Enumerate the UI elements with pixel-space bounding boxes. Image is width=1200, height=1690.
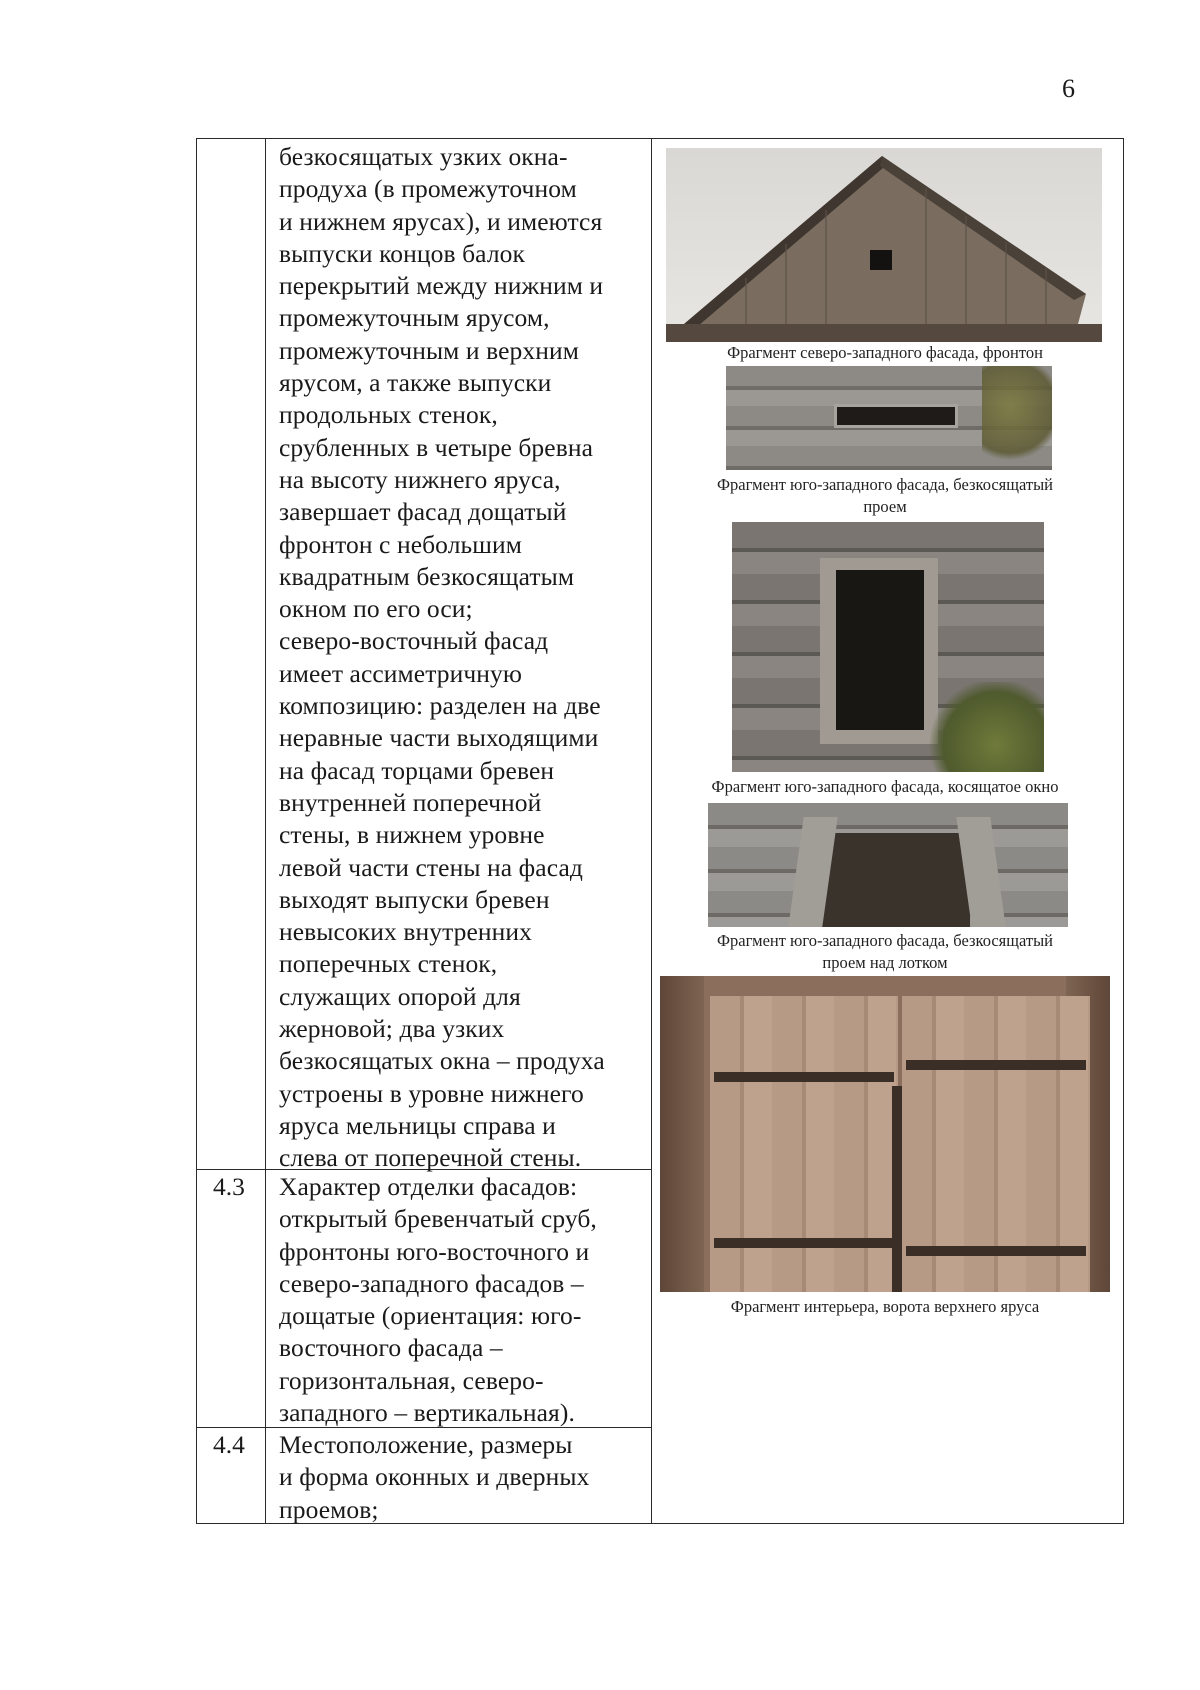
text-line: завершает фасад дощатый [279, 497, 567, 527]
row-number-4-4: 4.4 [213, 1430, 245, 1459]
text-line: безкосящатых узких окна- [279, 142, 568, 171]
text-line: имеет ассиметричную [279, 658, 523, 688]
text-line: окном по его оси; [279, 594, 473, 624]
text-line: ярусом, а также выпуски [279, 368, 552, 398]
text-line: устроены в уровне нижнего [279, 1078, 584, 1108]
text-line: промежуточным ярусом, [279, 303, 550, 333]
log-opening-photo [726, 366, 1052, 470]
photo-caption [650, 930, 1120, 974]
text-line: фронтон с небольшим [279, 529, 522, 559]
text-line: жерновой; два узких [279, 1014, 505, 1044]
text-line: северо-западного фасадов – [279, 1268, 584, 1298]
text-line: выходят выпуски бревен [279, 884, 550, 914]
text-line: на высоту нижнего яруса, [279, 464, 561, 494]
caption-line: Фрагмент юго-западного фасада, безкосящатый [716, 475, 1054, 494]
text-line: и форма оконных и дверных [279, 1462, 590, 1492]
window-photo [732, 522, 1044, 772]
text-line: горизонтальная, северо- [279, 1365, 544, 1395]
text-line: восточного фасада – [279, 1333, 503, 1363]
text-line: срубленных в четыре бревна [279, 432, 594, 462]
text-line: северо-восточный фасад [279, 626, 549, 656]
text-line: Местоположение, размеры [279, 1430, 573, 1459]
text-line: квадратным безкосящатым [279, 561, 575, 591]
text-line: на фасад торцами бревен [279, 755, 555, 785]
caption-line: проем [863, 497, 907, 516]
photo-caption [650, 474, 1120, 518]
row-text-4-4 [279, 1429, 589, 1526]
photo-caption [650, 1296, 1120, 1318]
text-line: Характер отделки фасадов: [279, 1172, 578, 1201]
caption-line: Фрагмент северо-западного фасада, фронтон [727, 343, 1043, 362]
text-line: перекрытий между нижним и [279, 271, 604, 301]
caption-line: Фрагмент юго-западного фасада, безкосящатый [716, 931, 1054, 950]
text-line: поперечных стенок, [279, 949, 498, 979]
caption-line: проем над лотком [822, 953, 948, 972]
text-line: дощатые (ориентация: юго- [279, 1301, 582, 1331]
gable-photo [666, 148, 1102, 342]
text-line: яруса мельницы справа и [279, 1110, 556, 1140]
trough-opening-photo [708, 803, 1068, 927]
photo-caption [650, 342, 1120, 364]
page-number: 6 [1062, 74, 1075, 103]
row-text-continuation [279, 141, 605, 1175]
text-line: продуха (в промежуточном [279, 174, 577, 204]
text-line: фронтоны юго-восточного и [279, 1236, 590, 1266]
gate-photo [660, 976, 1110, 1292]
text-line: служащих опорой для [279, 981, 521, 1011]
caption-line: Фрагмент юго-западного фасада, косящатое окно [711, 777, 1059, 796]
text-line: левой части стены на фасад [279, 852, 583, 882]
text-line: и нижнем ярусах), и имеются [279, 206, 603, 236]
text-line: композицию: разделен на две [279, 691, 601, 721]
photo-caption [650, 776, 1120, 798]
column-divider [265, 139, 266, 1523]
text-line: внутренней поперечной [279, 787, 542, 817]
row-text-4-3 [279, 1171, 597, 1429]
row-number-4-3: 4.3 [213, 1172, 245, 1201]
text-line: продольных стенок, [279, 400, 498, 430]
caption-line: Фрагмент интерьера, ворота верхнего яруса [730, 1297, 1040, 1316]
text-line: промежуточным и верхним [279, 335, 579, 365]
text-line: слева от поперечной стены. [279, 1143, 582, 1173]
text-line: неравные части выходящими [279, 723, 599, 753]
text-line: западного – вертикальная). [279, 1398, 575, 1428]
text-line: открытый бревенчатый сруб, [279, 1204, 597, 1234]
text-line: выпуски концов балок [279, 238, 525, 268]
text-line: стены, в нижнем уровне [279, 820, 545, 850]
text-line: безкосящатых окна – продуха [279, 1046, 605, 1076]
gable-drawing [666, 148, 1102, 342]
text-line: проемов; [279, 1494, 379, 1524]
text-line: невысоких внутренних [279, 917, 533, 947]
